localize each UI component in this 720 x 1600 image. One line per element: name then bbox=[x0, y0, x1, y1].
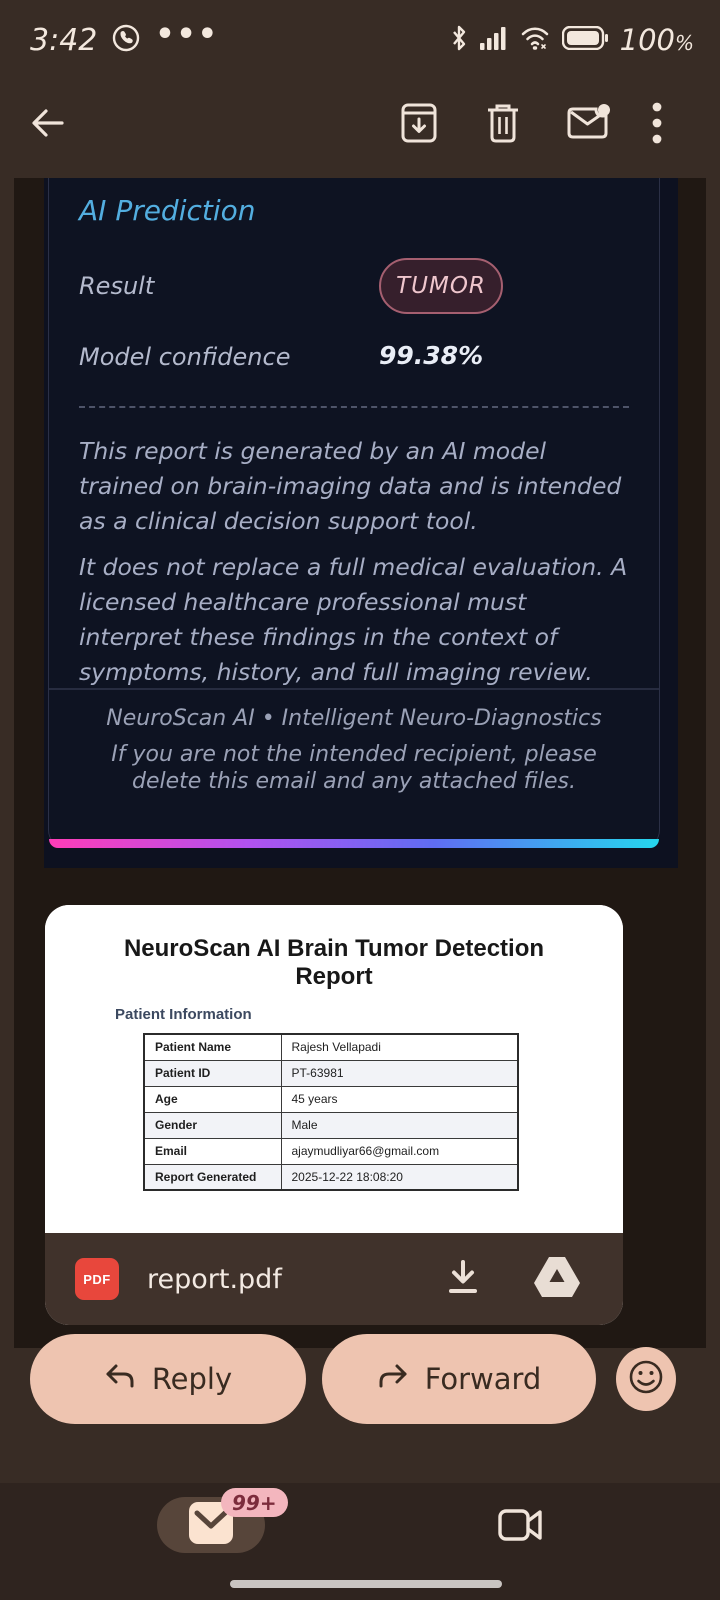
table-row bbox=[144, 1034, 518, 1060]
row-label: Email bbox=[144, 1138, 281, 1164]
disclaimer-paragraph-2: It does not replace a full medical evaluation. A licensed healthcare professional must interpret these findings in the context of symptoms, history, and full imaging review. bbox=[79, 553, 628, 686]
dashed-divider bbox=[79, 406, 629, 408]
table-row bbox=[144, 1086, 518, 1112]
disclaimer-paragraph-1: This report is generated by an AI model trained on brain-imaging data and is intended as a clinical decision support tool. bbox=[79, 437, 622, 535]
mail-tab[interactable] bbox=[157, 1490, 277, 1553]
table-row bbox=[144, 1138, 518, 1164]
email-report-card bbox=[48, 178, 660, 848]
report-title: NeuroScan AI Brain Tumor Detection Report bbox=[123, 935, 545, 990]
row-label: Patient Name bbox=[144, 1034, 281, 1060]
row-value: Rajesh Vellapadi bbox=[281, 1034, 518, 1060]
smiley-icon bbox=[627, 1358, 665, 1400]
reply-button[interactable] bbox=[30, 1334, 306, 1424]
table-row bbox=[144, 1060, 518, 1086]
row-value: 45 years bbox=[281, 1086, 518, 1112]
unread-count-badge: 99+ bbox=[221, 1488, 288, 1517]
mark-unread-icon[interactable] bbox=[566, 103, 612, 143]
overflow-menu-icon[interactable] bbox=[652, 101, 662, 145]
row-value: ajaymudliyar66@gmail.com bbox=[281, 1138, 518, 1164]
footer-confidentiality-note: If you are not the intended recipient, please delete this email and any attached files. bbox=[111, 742, 597, 794]
reply-label: Reply bbox=[151, 1362, 233, 1396]
patient-information-heading: Patient Information bbox=[115, 1006, 252, 1023]
pdf-preview[interactable] bbox=[45, 905, 623, 1233]
attachment-bar[interactable] bbox=[45, 1233, 623, 1325]
clock: 3:42 bbox=[30, 22, 98, 58]
email-footer bbox=[49, 688, 659, 795]
row-label: Age bbox=[144, 1086, 281, 1112]
row-label: Gender bbox=[144, 1112, 281, 1138]
email-scroll-area[interactable] bbox=[14, 178, 706, 1348]
patient-information-table bbox=[143, 1033, 519, 1191]
result-label: Result bbox=[79, 272, 155, 300]
wifi-icon bbox=[520, 25, 550, 55]
footer-brand-line: NeuroScan AI • Intelligent Neuro-Diagnostics bbox=[106, 706, 602, 731]
row-label: Report Generated bbox=[144, 1164, 281, 1190]
row-value: Male bbox=[281, 1112, 518, 1138]
pdf-file-icon: PDF bbox=[75, 1258, 119, 1300]
email-body-webview bbox=[44, 178, 678, 868]
app-bar bbox=[0, 80, 720, 166]
bluetooth-icon bbox=[450, 24, 468, 56]
home-indicator-bar[interactable] bbox=[230, 1580, 502, 1588]
confidence-value: 99.38% bbox=[379, 341, 484, 370]
table-row bbox=[144, 1164, 518, 1190]
forward-label: Forward bbox=[424, 1362, 542, 1396]
archive-icon[interactable] bbox=[399, 102, 439, 144]
emoji-reaction-button[interactable] bbox=[616, 1347, 676, 1411]
notification-overflow-dots: ••• bbox=[155, 17, 219, 52]
forward-arrow-icon bbox=[377, 1362, 409, 1397]
video-call-tab[interactable] bbox=[497, 1505, 547, 1549]
table-row bbox=[144, 1112, 518, 1138]
attachment-filename: report.pdf bbox=[147, 1263, 282, 1295]
battery-icon bbox=[562, 26, 608, 54]
row-label: Patient ID bbox=[144, 1060, 281, 1086]
row-value: PT-63981 bbox=[281, 1060, 518, 1086]
whatsapp-icon bbox=[111, 23, 141, 57]
google-drive-icon[interactable] bbox=[533, 1256, 581, 1302]
signal-icon bbox=[480, 25, 508, 55]
attachment-card[interactable] bbox=[45, 905, 623, 1325]
status-bar bbox=[0, 0, 720, 80]
bottom-navigation bbox=[0, 1483, 720, 1600]
reply-arrow-icon bbox=[104, 1362, 136, 1397]
delete-icon[interactable] bbox=[484, 102, 522, 144]
ai-prediction-heading: AI Prediction bbox=[79, 194, 256, 227]
video-call-icon bbox=[497, 1530, 547, 1549]
gradient-accent-bar bbox=[49, 839, 659, 848]
confidence-label: Model confidence bbox=[79, 343, 291, 371]
back-arrow-icon[interactable] bbox=[28, 103, 68, 143]
download-icon[interactable] bbox=[445, 1258, 481, 1300]
result-value-badge: TUMOR bbox=[379, 258, 503, 314]
forward-button[interactable] bbox=[322, 1334, 596, 1424]
battery-percent: 100% bbox=[619, 23, 694, 57]
row-value: 2025-12-22 18:08:20 bbox=[281, 1164, 518, 1190]
